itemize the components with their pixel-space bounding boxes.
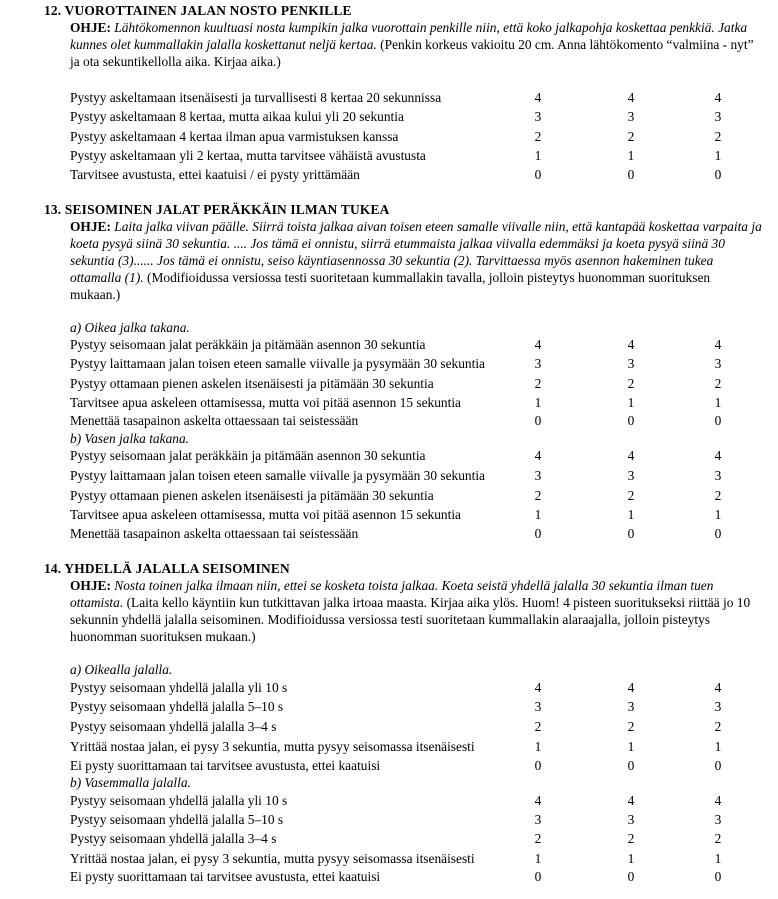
score-col-3: 2 [714, 719, 722, 734]
section-13-title [44, 201, 389, 218]
score-col-3: 1 [714, 507, 722, 522]
score-col-2: 3 [627, 109, 635, 124]
section-number: 14. [44, 561, 62, 576]
instruction-label: OHJE: [70, 20, 111, 35]
instruction-label: OHJE: [70, 219, 111, 234]
row-label: Menettää tasapainon askelta ottaessaan tai seistessään [70, 413, 359, 428]
score-col-1: 1 [534, 507, 542, 522]
row-label: Pystyy seisomaan yhdellä jalalla yli 10 s [70, 793, 288, 808]
row-label: Pystyy seisomaan yhdellä jalalla 5–10 s [70, 699, 284, 714]
score-row [0, 679, 778, 698]
score-row [0, 166, 778, 185]
row-label: Pystyy ottamaan pienen askelen itsenäisesti ja pitämään 30 sekuntia [70, 376, 434, 391]
score-row [0, 506, 778, 525]
instruction-italic: Nosta toinen jalka ilmaan niin, ettei se kosketa toista jalkaa. Koeta seistä yhdellä jalalla 30 sekuntia ilman tuen ottamista. [70, 578, 714, 610]
instruction-italic: Laita jalka viivan päälle. Siirrä toista jalkaa aivan toisen eteen samalle viivalle niin, että kantapää koskettaa varpaita ja koeta pysyä siinä 30 sekuntia. .... Jos tämä ei onnistu, siirrä etummaista jalkaa viivalla edemmäksi ja koeta pysyä siinä 30 sekuntia (3)...... Jos tämä ei onnistu, seiso käyntiasennossa 30 sekuntia (2). Tarvittaessa myös asennon hakeminen tukea ottamalla (1). [70, 219, 762, 285]
score-row [0, 447, 778, 466]
instruction-label: OHJE: [70, 578, 111, 593]
score-row [0, 467, 778, 486]
score-col-1: 0 [534, 526, 542, 541]
score-col-3: 0 [714, 167, 722, 182]
score-col-1: 4 [534, 448, 542, 463]
subsection-left-leg: b) Vasemmalla jalalla. [70, 775, 191, 790]
score-col-2: 3 [627, 699, 635, 714]
score-col-1: 4 [534, 90, 542, 105]
score-row [0, 394, 778, 413]
section-14-instructions [70, 577, 762, 645]
score-col-2: 0 [627, 526, 635, 541]
score-row [0, 698, 778, 717]
score-col-2: 1 [627, 395, 635, 410]
score-row [0, 738, 778, 757]
score-col-1: 1 [534, 148, 542, 163]
score-col-3: 0 [714, 413, 722, 428]
section-14-title [44, 560, 290, 577]
score-col-2: 1 [627, 507, 635, 522]
score-row [0, 147, 778, 166]
row-label: Pystyy seisomaan yhdellä jalalla 3–4 s [70, 831, 277, 846]
score-col-2: 0 [627, 869, 635, 884]
score-row [0, 375, 778, 394]
score-col-3: 0 [714, 869, 722, 884]
score-col-2: 2 [627, 129, 635, 144]
score-row [0, 868, 778, 887]
section-number: 12. [44, 3, 62, 18]
score-row [0, 89, 778, 108]
score-col-1: 4 [534, 680, 542, 695]
instruction-note: (Modifioidussa versiossa testi suoritetaan kummallakin tavalla, jolloin pisteytys huonomman suorituksen mukaan.) [70, 270, 711, 302]
score-col-2: 0 [627, 758, 635, 773]
row-label: Pystyy seisomaan yhdellä jalalla 3–4 s [70, 719, 277, 734]
score-col-3: 3 [714, 109, 722, 124]
score-col-3: 1 [714, 739, 722, 754]
score-col-1: 1 [534, 395, 542, 410]
instruction-note: (Laita kello käyntiin kun tutkittavan jalka irtoaa maasta. Kirjaa aika ylös. Huom! 4 pisteen suoritukseksi riittää jo 10 sekunnin yhdellä jalalla seisominen. Modifioidussa versiossa testi suoritetaan kummallakin alaraajalla, jolloin pisteytys huonomman suorituksen mukaan.) [70, 595, 751, 644]
score-col-2: 1 [627, 148, 635, 163]
score-row [0, 487, 778, 506]
row-label: Pystyy askeltamaan itsenäisesti ja turvallisesti 8 kertaa 20 sekunnissa [70, 90, 442, 105]
score-row [0, 525, 778, 544]
score-row [0, 850, 778, 869]
score-col-3: 1 [714, 395, 722, 410]
score-col-2: 2 [627, 831, 635, 846]
section-12-instructions [70, 19, 762, 70]
section-heading: VUOROTTAINEN JALAN NOSTO PENKILLE [64, 3, 352, 18]
score-col-2: 4 [627, 90, 635, 105]
score-col-3: 2 [714, 376, 722, 391]
score-col-1: 4 [534, 337, 542, 352]
score-col-1: 3 [534, 468, 542, 483]
score-row [0, 128, 778, 147]
score-col-3: 4 [714, 337, 722, 352]
score-row [0, 811, 778, 830]
score-col-2: 2 [627, 488, 635, 503]
score-col-1: 2 [534, 719, 542, 734]
score-col-3: 2 [714, 488, 722, 503]
score-col-1: 2 [534, 129, 542, 144]
score-col-1: 2 [534, 376, 542, 391]
score-col-1: 3 [534, 109, 542, 124]
row-label: Pystyy askeltamaan yli 2 kertaa, mutta tarvitsee vähäistä avustusta [70, 148, 426, 163]
row-label: Tarvitsee avustusta, ettei kaatuisi / ei pysty yrittämään [70, 167, 360, 182]
score-col-2: 2 [627, 376, 635, 391]
score-col-2: 1 [627, 851, 635, 866]
score-col-3: 4 [714, 680, 722, 695]
score-col-2: 4 [627, 448, 635, 463]
row-label: Yrittää nostaa jalan, ei pysy 3 sekuntia, mutta pysyy seisomassa itsenäisesti [70, 851, 475, 866]
score-col-2: 4 [627, 337, 635, 352]
row-label: Pystyy laittamaan jalan toisen eteen samalle viivalle ja pysymään 30 sekuntia [70, 356, 485, 371]
score-col-1: 3 [534, 356, 542, 371]
score-col-3: 1 [714, 851, 722, 866]
score-row [0, 718, 778, 737]
section-heading: SEISOMINEN JALAT PERÄKKÄIN ILMAN TUKEA [64, 202, 390, 217]
score-col-2: 3 [627, 468, 635, 483]
row-label: Pystyy askeltamaan 8 kertaa, mutta aikaa kului yli 20 sekuntia [70, 109, 404, 124]
row-label: Yrittää nostaa jalan, ei pysy 3 sekuntia, mutta pysyy seisomassa itsenäisesti [70, 739, 475, 754]
score-col-1: 0 [534, 869, 542, 884]
score-row [0, 792, 778, 811]
score-col-2: 3 [627, 812, 635, 827]
score-col-1: 1 [534, 739, 542, 754]
score-col-2: 4 [627, 680, 635, 695]
score-col-2: 2 [627, 719, 635, 734]
score-col-1: 0 [534, 758, 542, 773]
score-col-2: 0 [627, 413, 635, 428]
score-col-1: 0 [534, 413, 542, 428]
score-col-2: 1 [627, 739, 635, 754]
row-label: Pystyy seisomaan yhdellä jalalla 5–10 s [70, 812, 284, 827]
section-heading: YHDELLÄ JALALLA SEISOMINEN [64, 561, 290, 576]
row-label: Tarvitsee apua askeleen ottamisessa, mutta voi pitää asennon 15 sekuntia [70, 507, 461, 522]
score-col-3: 3 [714, 812, 722, 827]
row-label: Pystyy seisomaan yhdellä jalalla yli 10 s [70, 680, 288, 695]
score-col-1: 1 [534, 851, 542, 866]
subsection-left-foot-behind: b) Vasen jalka takana. [70, 431, 190, 446]
row-label: Pystyy laittamaan jalan toisen eteen samalle viivalle ja pysymään 30 sekuntia [70, 468, 485, 483]
score-col-1: 3 [534, 812, 542, 827]
section-12-title [44, 2, 352, 19]
score-col-3: 0 [714, 758, 722, 773]
score-row [0, 830, 778, 849]
row-label: Menettää tasapainon askelta ottaessaan tai seistessään [70, 526, 359, 541]
score-col-3: 4 [714, 448, 722, 463]
section-number: 13. [44, 202, 62, 217]
score-row [0, 336, 778, 355]
instruction-note: (Penkin korkeus vakioitu 20 cm. Anna lähtökomento “valmiina - nyt” ja ota sekuntikellolla aika. Kirjaa aika.) [70, 37, 754, 69]
subsection-right-foot-behind: a) Oikea jalka takana. [70, 320, 190, 335]
row-label: Pystyy seisomaan jalat peräkkäin ja pitämään asennon 30 sekuntia [70, 337, 426, 352]
score-col-2: 0 [627, 167, 635, 182]
score-col-1: 3 [534, 699, 542, 714]
score-col-3: 3 [714, 468, 722, 483]
score-col-3: 3 [714, 356, 722, 371]
score-col-1: 2 [534, 488, 542, 503]
score-row [0, 355, 778, 374]
score-row [0, 108, 778, 127]
score-col-3: 4 [714, 90, 722, 105]
score-col-3: 3 [714, 699, 722, 714]
section-13-instructions [70, 218, 762, 303]
row-label: Pystyy seisomaan jalat peräkkäin ja pitämään asennon 30 sekuntia [70, 448, 426, 463]
score-col-3: 4 [714, 793, 722, 808]
score-col-1: 0 [534, 167, 542, 182]
row-label: Ei pysty suorittamaan tai tarvitsee avustusta, ettei kaatuisi [70, 758, 381, 773]
score-col-1: 2 [534, 831, 542, 846]
row-label: Tarvitsee apua askeleen ottamisessa, mutta voi pitää asennon 15 sekuntia [70, 395, 461, 410]
score-col-1: 4 [534, 793, 542, 808]
row-label: Pystyy askeltamaan 4 kertaa ilman apua varmistuksen kanssa [70, 129, 399, 144]
row-label: Pystyy ottamaan pienen askelen itsenäisesti ja pitämään 30 sekuntia [70, 488, 434, 503]
score-col-3: 2 [714, 129, 722, 144]
score-row [0, 412, 778, 431]
row-label: Ei pysty suorittamaan tai tarvitsee avustusta, ettei kaatuisi [70, 869, 381, 884]
score-col-3: 0 [714, 526, 722, 541]
score-col-3: 1 [714, 148, 722, 163]
score-col-2: 4 [627, 793, 635, 808]
subsection-right-leg: a) Oikealla jalalla. [70, 662, 173, 677]
score-col-2: 3 [627, 356, 635, 371]
score-col-3: 2 [714, 831, 722, 846]
instruction-italic: Lähtökomennon kuultuasi nosta kumpikin jalka vuorottain penkille niin, että koko jalkapohja koskettaa penkkiä. Jatka kunnes olet kummallakin jalalla koskettanut neljä kertaa. [70, 20, 748, 52]
